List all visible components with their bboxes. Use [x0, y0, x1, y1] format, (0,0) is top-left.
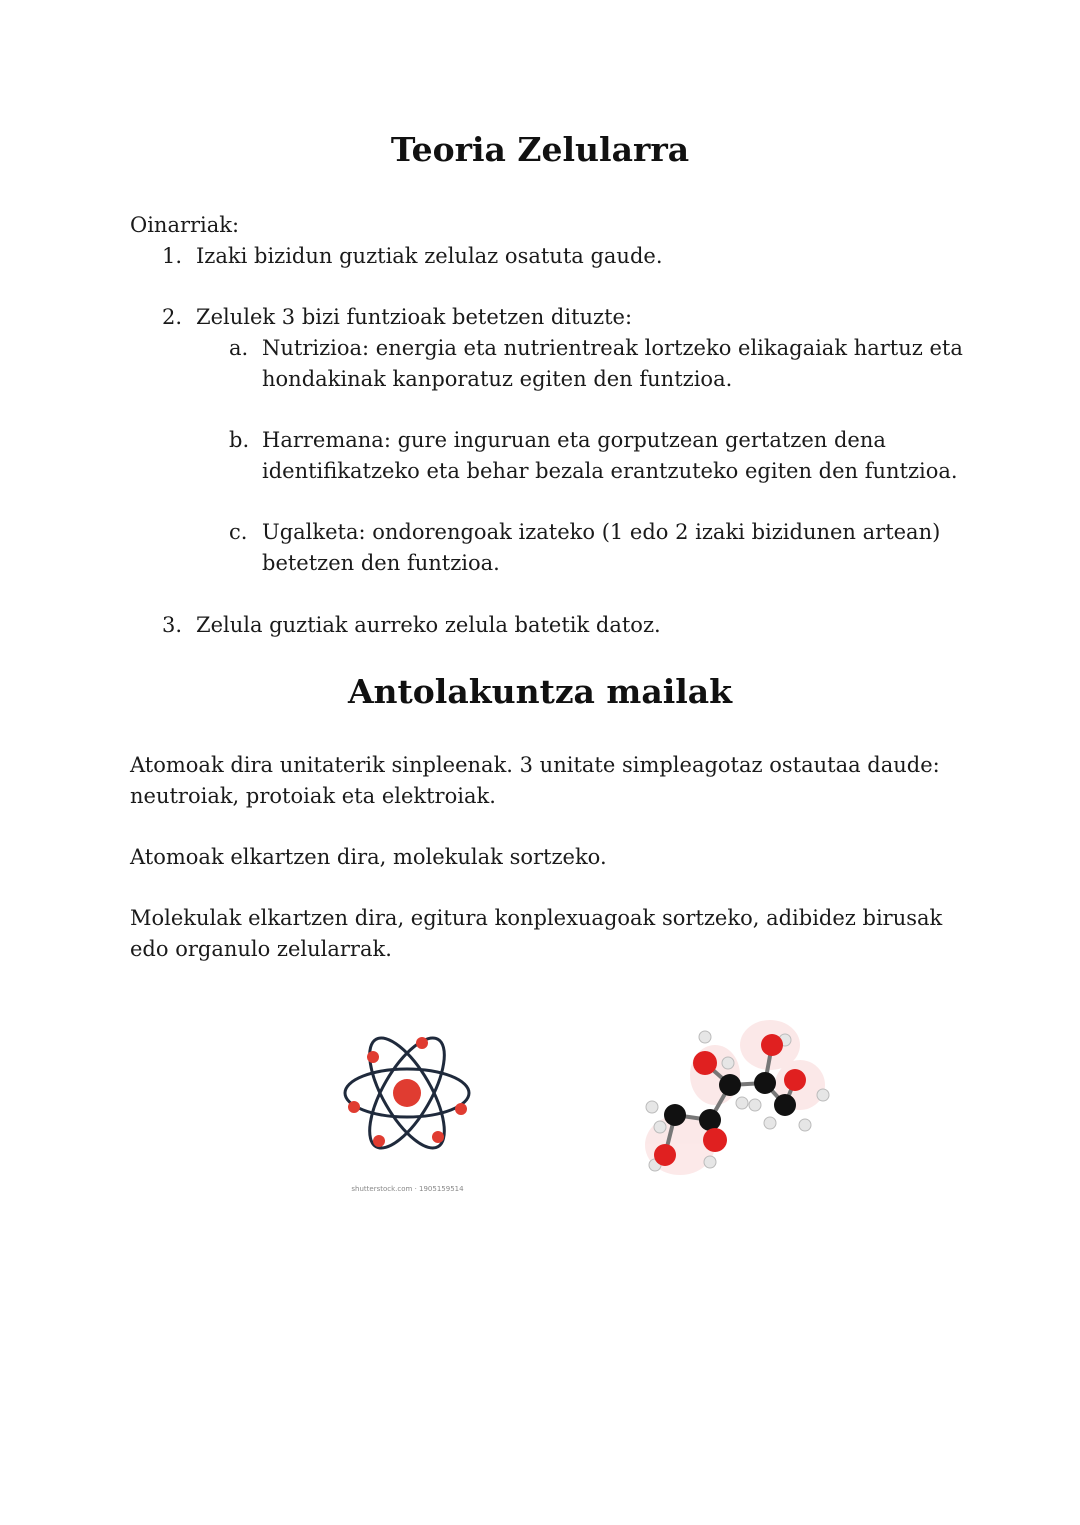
- sublist-marker: b.: [229, 428, 250, 452]
- list-item: Izaki bizidun guztiak zelulaz osatuta gaude.: [196, 244, 663, 268]
- list-marker: 2.: [162, 305, 183, 329]
- page-title: Teoria Zelularra: [390, 130, 690, 169]
- section-title: Antolakuntza mailak: [347, 672, 733, 711]
- molecule-icon: [630, 1015, 835, 1185]
- sublist-marker: a.: [229, 336, 249, 360]
- sublist-item-line: Ugalketa: ondorengoak izateko (1 edo 2 izaki bizidunen artean): [262, 520, 941, 544]
- sublist-item-line: Harremana: gure inguruan eta gorputzean gertatzen dena: [262, 428, 886, 452]
- sublist-item-line: betetzen den funtzioa.: [262, 551, 500, 575]
- paragraph-line: neutroiak, protoiak eta elektroiak.: [130, 784, 496, 808]
- paragraph: Atomoak elkartzen dira, molekulak sortzeko.: [130, 845, 607, 869]
- sublist-item-line: Nutrizioa: energia eta nutrientreak lortzeko elikagaiak hartuz eta: [262, 336, 963, 360]
- list-item: Zelulek 3 bizi funtzioak betetzen dituzte:: [196, 305, 633, 329]
- list-item: Zelula guztiak aurreko zelula batetik datoz.: [196, 613, 661, 637]
- image-caption: shutterstock.com · 1905159514: [351, 1185, 464, 1193]
- paragraph-line: edo organulo zelularrak.: [130, 937, 392, 961]
- list-marker: 3.: [162, 613, 183, 637]
- list-marker: 1.: [162, 244, 183, 268]
- sublist-item-line: hondakinak kanporatuz egiten den funtzioa.: [262, 367, 733, 391]
- sublist-item-line: identifikatzeko eta behar bezala erantzuteko egiten den funtzioa.: [262, 459, 958, 483]
- sublist-marker: c.: [229, 520, 248, 544]
- atom-icon: [340, 1025, 475, 1160]
- paragraph-line: Atomoak dira unitaterik sinpleenak. 3 unitate simpleagotaz ostautaa daude:: [130, 753, 940, 777]
- intro-label: Oinarriak:: [130, 213, 240, 237]
- paragraph-line: Molekulak elkartzen dira, egitura konplexuagoak sortzeko, adibidez birusak: [130, 906, 943, 930]
